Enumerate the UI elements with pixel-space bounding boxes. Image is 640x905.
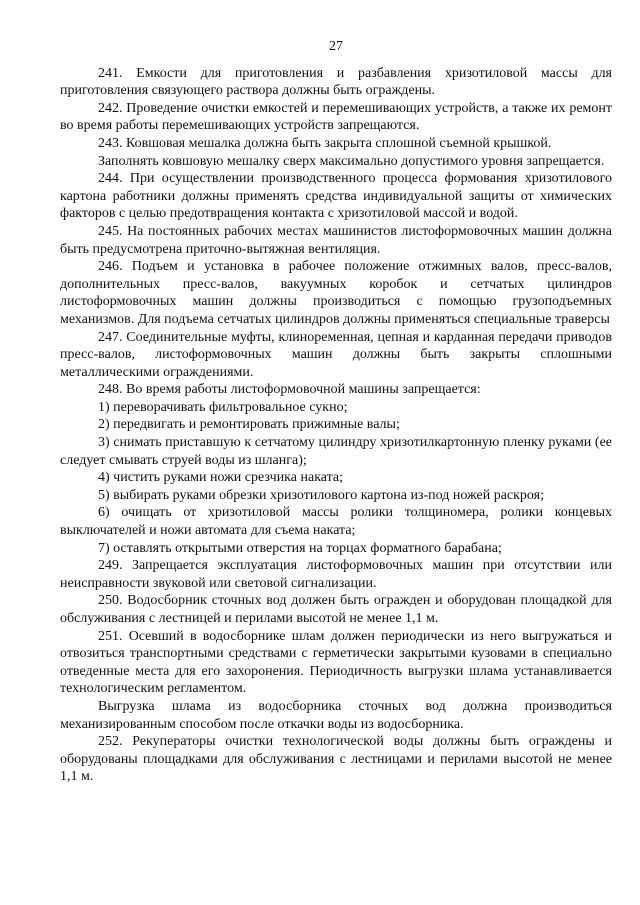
list-item-248-4: 4) чистить руками ножи срезчика наката; [98,470,344,486]
paragraph-243-continued: Заполнять ковшовую мешалку сверх максимально допустимого уровня запрещается. [98,153,605,169]
document-page [60,38,612,786]
list-item-248-7: 7) оставлять открытыми отверстия на торцах форматного барабана; [98,540,502,556]
list-item-248-5: 5) выбирать руками обрезки хризотилового картона из-под ножей раскроя; [98,487,544,503]
paragraph-246: 246. Подъем и установка в рабочее положение отжимных валов, пресс-валов, дополнительных пресс-валов, вакуумных коробок и сетчатых цилиндров листоформовочных машин должны производиться с помощью грузоподъемных механизмов. Для подъема сетчатых цилиндров должны применяться специальные траверсы [60,259,612,327]
paragraph-251-continued: Выгрузка шлама из водосборника сточных вод должна производиться механизированным способом после откачки воды из водосборника. [60,698,612,732]
paragraph-250: 250. Водосборник сточных вод должен быть огражден и оборудован площадкой для обслуживания с лестницей и перилами высотой не менее 1,1 м. [60,593,612,626]
paragraph-249: 249. Запрещается эксплуатация листоформовочных машин при отсутствии или неисправности звуковой или световой сигнализации. [60,558,612,591]
list-item-248-2: 2) передвигать и ремонтировать прижимные валы; [98,417,400,433]
paragraph-251: 251. Осевший в водосборнике шлам должен периодически из него выгружаться и отвозиться транспортными средствами с герметически закрытыми кузовами в специально отведенные места для его захоронения. Периодичность выгрузки шлама устанавливается технологическим регламентом. [60,628,612,697]
paragraph-247: 247. Соединительные муфты, клиноременная, цепная и карданная передачи приводов пресс-валов, листоформовочных машин должны быть закрыты сплошными металлическими ограждениями. [60,329,612,380]
list-item-248-3: 3) снимать приставшую к сетчатому цилиндру хризотилкартонную пленку руками (ее следует смывать струей воды из шланга); [60,435,612,468]
paragraph-244: 244. При осуществлении производственного процесса формования хризотилового картона работники должны применять средства индивидуальной защиты от химических факторов с целью предотвращения контакта с хризотиловой массой и водой. [60,171,612,222]
paragraph-243: 243. Ковшовая мешалка должна быть закрыта сплошной съемной крышкой. [98,135,552,151]
paragraph-242: 242. Проведение очистки емкостей и перемешивающих устройств, а также их ремонт во время работы перемешивающих устройств запрещаются. [60,100,612,134]
list-item-248-6: 6) очищать от хризотиловой массы ролики толщиномера, ролики концевых выключателей и ножи автомата для съема наката; [60,505,612,539]
paragraph-248: 248. Во время работы листоформовочной машины запрещается: [98,382,481,398]
paragraph-245: 245. На постоянных рабочих местах машинистов листоформовочных машин должна быть предусмотрена приточно-вытяжная вентиляция. [60,223,612,257]
paragraph-241: 241. Емкости для приготовления и разбавления хризотиловой массы для приготовления связующего раствора должны быть ограждены. [60,65,612,99]
list-item-248-1: 1) переворачивать фильтровальное сукно; [98,399,348,415]
page-number: 27 [329,39,343,54]
paragraph-252: 252. Рекуператоры очистки технологической воды должны быть ограждены и оборудованы площадками для обслуживания с лестницами и перилами высотой не менее 1,1 м. [60,734,612,785]
